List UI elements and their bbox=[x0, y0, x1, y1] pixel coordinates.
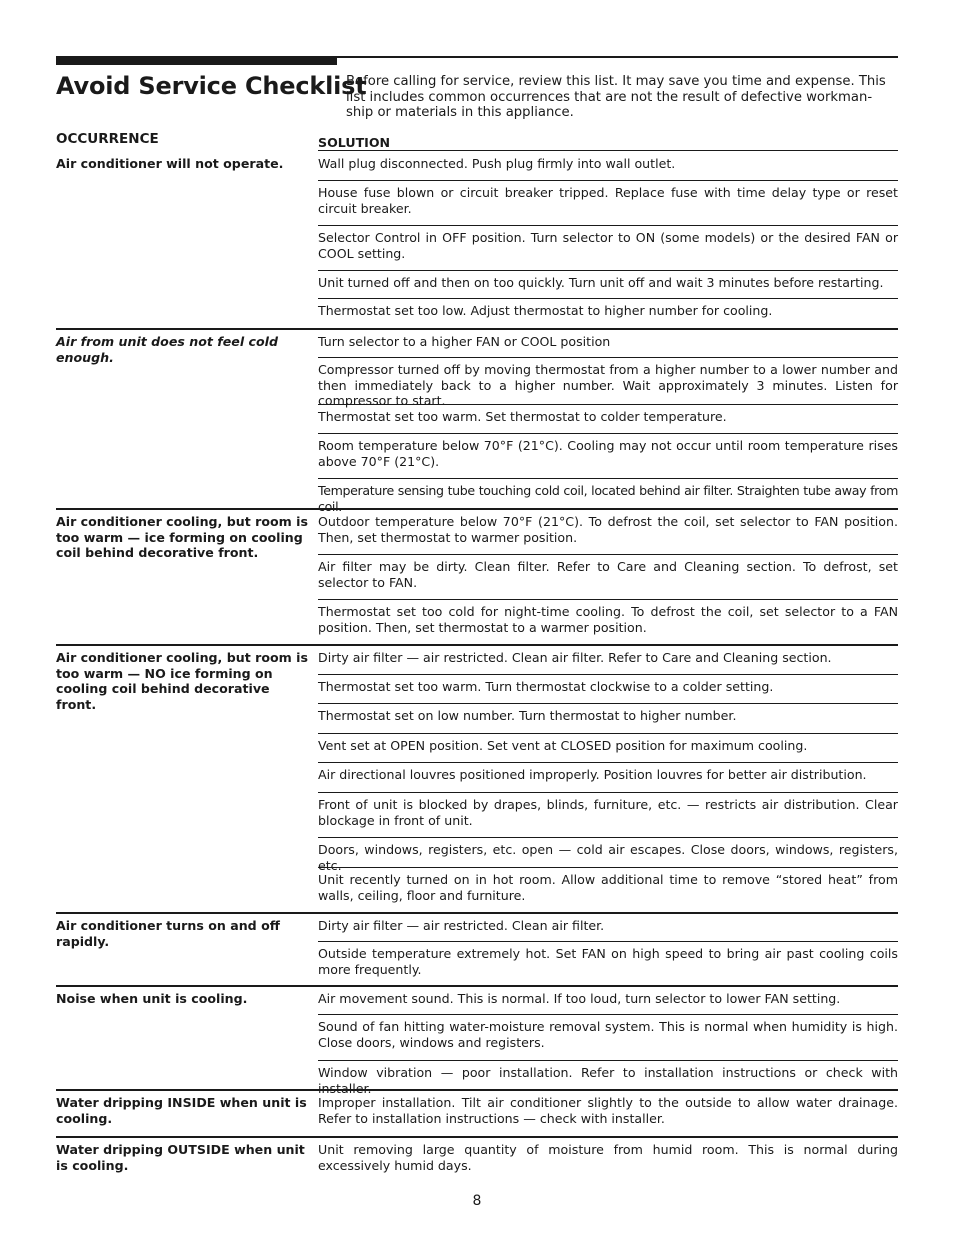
solution-item: Air directional louvres positioned improperly. Position louvres for better air distribution. bbox=[318, 763, 898, 793]
solution-item: Compressor turned off by moving thermostat from a higher number to a lower number and then immediately back to a higher number. Wait approximately 3 minutes. Listen for compressor to start. bbox=[318, 358, 898, 405]
solution-item: Turn selector to a higher FAN or COOL position bbox=[318, 330, 898, 358]
occurrence-label: Water dripping INSIDE when unit is cooling. bbox=[56, 1095, 307, 1126]
checklist-group bbox=[56, 985, 898, 1096]
top-rule-thick bbox=[56, 56, 337, 65]
intro-text: Before calling for service, review this list. It may save you time and expense. This list includes common occurrences that are not the result of defective workman-ship or materials in this appliance. bbox=[346, 74, 886, 120]
top-rule-thin bbox=[337, 56, 898, 58]
solution-item: Wall plug disconnected. Push plug firmly into wall outlet. bbox=[318, 152, 898, 181]
occurrence-label: Air conditioner cooling, but room is too warm — NO ice forming on cooling coil behind decorative front. bbox=[56, 650, 308, 712]
occurrence-label: Air from unit does not feel cold enough. bbox=[56, 334, 278, 365]
solution-item: Unit recently turned on in hot room. Allow additional time to remove “stored heat” from walls, ceiling, floor and furniture. bbox=[318, 872, 898, 903]
solution-item: Vent set at OPEN position. Set vent at CLOSED position for maximum cooling. bbox=[318, 734, 898, 763]
solution-item: Window vibration — poor installation. Refer to installation instructions or check with installer. bbox=[318, 1065, 898, 1096]
solution-item: Temperature sensing tube touching cold coil, located behind air filter. Straighten tube away from coil. bbox=[318, 483, 898, 514]
checklist-group bbox=[56, 1136, 898, 1184]
solution-item: Room temperature below 70°F (21°C). Cooling may not occur until room temperature rises above 70°F (21°C). bbox=[318, 434, 898, 479]
solution-item: Outside temperature extremely hot. Set FAN on high speed to bring air past cooling coils more frequently. bbox=[318, 946, 898, 977]
solution-item: Thermostat set too warm. Turn thermostat clockwise to a colder setting. bbox=[318, 675, 898, 704]
occurrence-label: Air conditioner cooling, but room is too warm — ice forming on cooling coil behind decorative front. bbox=[56, 514, 308, 560]
solution-item: Air movement sound. This is normal. If too loud, turn selector to lower FAN setting. bbox=[318, 987, 898, 1015]
solution-item: Unit removing large quantity of moisture from humid room. This is normal during excessively humid days. bbox=[318, 1142, 898, 1173]
solution-item: Outdoor temperature below 70°F (21°C). To defrost the coil, set selector to FAN position. Then, set thermostat to warmer position. bbox=[318, 510, 898, 555]
solution-item: Sound of fan hitting water-moisture removal system. This is normal when humidity is high. Close doors, windows and registers. bbox=[318, 1015, 898, 1061]
solution-item: Dirty air filter — air restricted. Clean air filter. Refer to Care and Cleaning section. bbox=[318, 646, 898, 675]
solution-item: Improper installation. Tilt air conditioner slightly to the outside to allow water drainage. Refer to installation instructions — check with installer. bbox=[318, 1095, 898, 1126]
occurrence-label: Air conditioner will not operate. bbox=[56, 156, 284, 171]
occurrence-column-header: OCCURRENCE bbox=[56, 131, 159, 147]
checklist-group bbox=[56, 152, 898, 328]
solution-item: Thermostat set too cold for night-time cooling. To defrost the coil, set selector to a FAN position. Then, set thermostat to a warmer position. bbox=[318, 604, 898, 635]
solution-item: Air filter may be dirty. Clean filter. Refer to Care and Cleaning section. To defrost, set selector to FAN. bbox=[318, 555, 898, 600]
header-rule bbox=[318, 150, 898, 151]
solution-item: Unit turned off and then on too quickly. Turn unit off and wait 3 minutes before restarting. bbox=[318, 271, 898, 299]
occurrence-label: Air conditioner turns on and off rapidly. bbox=[56, 918, 280, 949]
checklist-group bbox=[56, 508, 898, 646]
solution-item: Thermostat set too warm. Set thermostat to colder temperature. bbox=[318, 405, 898, 434]
solution-item: Selector Control in OFF position. Turn selector to ON (some models) or the desired FAN or COOL setting. bbox=[318, 226, 898, 271]
checklist-group bbox=[56, 1089, 898, 1138]
occurrence-label: Water dripping OUTSIDE when unit is cooling. bbox=[56, 1142, 305, 1173]
solution-column-header: SOLUTION bbox=[318, 135, 391, 150]
solution-item: Doors, windows, registers, etc. open — cold air escapes. Close doors, windows, registers, etc. bbox=[318, 838, 898, 868]
checklist-group bbox=[56, 912, 898, 987]
solution-item: Thermostat set on low number. Turn thermostat to higher number. bbox=[318, 704, 898, 734]
page-title: Avoid Service Checklist bbox=[56, 72, 367, 100]
checklist-group bbox=[56, 328, 898, 514]
solution-item: House fuse blown or circuit breaker tripped. Replace fuse with time delay type or reset circuit breaker. bbox=[318, 181, 898, 226]
solution-item: Thermostat set too low. Adjust thermostat to higher number for cooling. bbox=[318, 303, 773, 318]
checklist-group bbox=[56, 644, 898, 914]
page-number: 8 bbox=[472, 1193, 482, 1209]
top-rule bbox=[56, 56, 898, 65]
solution-item: Dirty air filter — air restricted. Clean air filter. bbox=[318, 914, 898, 942]
occurrence-label: Noise when unit is cooling. bbox=[56, 991, 248, 1006]
solution-item: Front of unit is blocked by drapes, blinds, furniture, etc. — restricts air distribution. Clear blockage in front of unit. bbox=[318, 793, 898, 838]
